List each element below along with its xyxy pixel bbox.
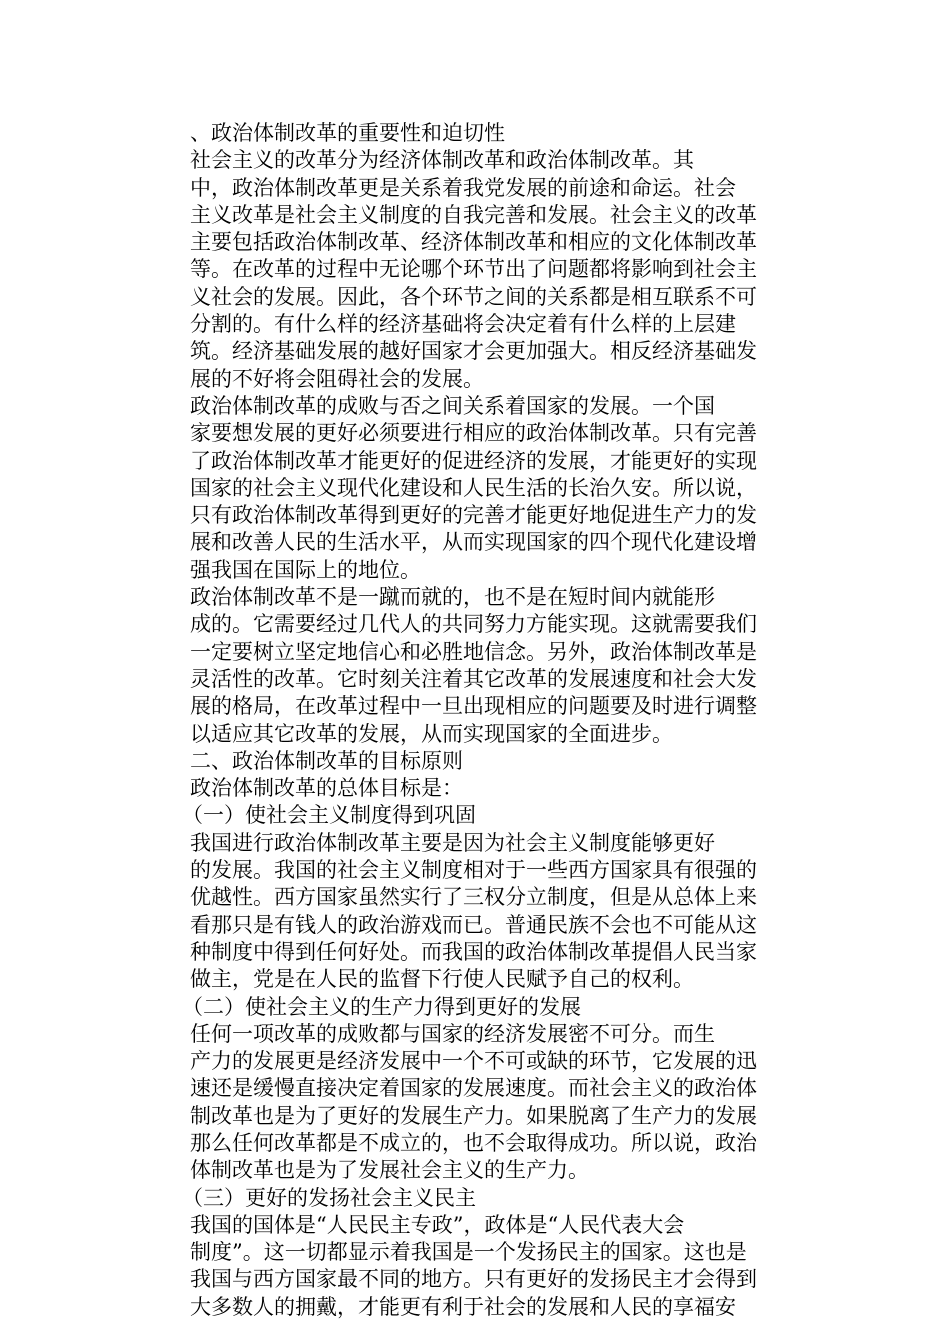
text-line: 制度”。这一切都显示着我国是一个发扬民主的国家。这也是 (190, 1240, 747, 1265)
text-line: 我国进行政治体制改革主要是因为社会主义制度能够更好 (190, 830, 715, 855)
text-line: 等。在改革的过程中无论哪个环节出了问题都将影响到社会主 (190, 257, 757, 282)
text-line: 中，政治体制改革更是关系着我党发展的前途和命运。社会 (190, 175, 736, 200)
text-line: 政治体制改革的总体目标是： (190, 776, 463, 801)
text-line: 、政治体制改革的重要性和迫切性 (190, 121, 505, 145)
text-line: 优越性。西方国家虽然实行了三权分立制度，但是从总体上来 (190, 885, 757, 910)
text-line: 义社会的发展。因此，各个环节之间的关系都是相互联系不可 (190, 284, 757, 309)
text-line: 政治体制改革的成败与否之间关系着国家的发展。一个国 (190, 393, 715, 418)
subsection-heading: （一）使社会主义制度得到巩固 (182, 803, 476, 828)
text-line: 速还是缓慢直接决定着国家的发展速度。而社会主义的政治体 (190, 1076, 757, 1101)
document-body (182, 120, 794, 1321)
text-line: 我国与西方国家最不同的地方。只有更好的发扬民主才会得到 (190, 1267, 757, 1292)
text-line: 体制改革也是为了发展社会主义的生产力。 (190, 1158, 589, 1183)
text-line: 的发展。我国的社会主义制度相对于一些西方国家具有很强的 (190, 858, 757, 883)
text-line: 看那只是有钱人的政治游戏而已。普通民族不会也不可能从这 (190, 912, 757, 937)
text-line: 灵活性的改革。它时刻关注着其它改革的发展速度和社会大发 (190, 666, 757, 691)
text-line: 制改革也是为了更好的发展生产力。如果脱离了生产力的发展 (190, 1103, 757, 1128)
text-line: 只有政治体制改革得到更好的完善才能更好地促进生产力的发 (190, 503, 757, 528)
text-line: 社会主义的改革分为经济体制改革和政治体制改革。其 (190, 148, 694, 173)
text-line: 了政治体制改革才能更好的促进经济的发展，才能更好的实现 (190, 448, 757, 473)
text-line: 政治体制改革不是一蹴而就的，也不是在短时间内就能形 (190, 585, 715, 610)
text-line: 家要想发展的更好必须要进行相应的政治体制改革。只有完善 (190, 421, 757, 446)
subsection-heading: （二）使社会主义的生产力得到更好的发展 (182, 994, 581, 1019)
text-line: 展和改善人民的生活水平，从而实现国家的四个现代化建设增 (190, 530, 757, 555)
text-line: 我国的国体是“人民民主专政”，政体是“人民代表大会 (190, 1212, 685, 1237)
section-heading: 二、政治体制改革的目标原则 (190, 748, 463, 773)
text-line: 做主，党是在人民的监督下行使人民赋予自己的权利。 (190, 967, 694, 992)
text-line: 主要包括政治体制改革、经济体制改革和相应的文化体制改革 (190, 230, 757, 255)
subsection-heading: （三）更好的发扬社会主义民主 (182, 1185, 476, 1210)
text-line: 成的。它需要经过几代人的共同努力方能实现。这就需要我们 (190, 612, 757, 637)
text-line: 展的格局，在改革过程中一旦出现相应的问题要及时进行调整 (190, 694, 757, 719)
text-line: 以适应其它改革的发展，从而实现国家的全面进步。 (190, 721, 673, 746)
text-line: 国家的社会主义现代化建设和人民生活的长治久安。所以说， (190, 475, 757, 500)
text-line: 种制度中得到任何好处。而我国的政治体制改革提倡人民当家 (190, 939, 757, 964)
text-line: 大多数人的拥戴，才能更有利于社会的发展和人民的享福安 (190, 1294, 736, 1319)
text-line: 强我国在国际上的地位。 (190, 557, 421, 582)
text-line: 产力的发展更是经济发展中一个不可或缺的环节，它发展的迅 (190, 1049, 757, 1074)
text-line: 主义改革是社会主义制度的自我完善和发展。社会主义的改革 (190, 202, 757, 227)
text-line: 展的不好将会阻碍社会的发展。 (190, 366, 484, 391)
text-line: 分割的。有什么样的经济基础将会决定着有什么样的上层建 (190, 312, 736, 337)
text-line: 任何一项改革的成败都与国家的经济发展密不可分。而生 (190, 1021, 715, 1046)
text-line: 那么任何改革都是不成立的，也不会取得成功。所以说，政治 (190, 1130, 757, 1155)
text-line: 筑。经济基础发展的越好国家才会更加强大。相反经济基础发 (190, 339, 757, 364)
text-line: 一定要树立坚定地信心和必胜地信念。另外，政治体制改革是 (190, 639, 757, 664)
